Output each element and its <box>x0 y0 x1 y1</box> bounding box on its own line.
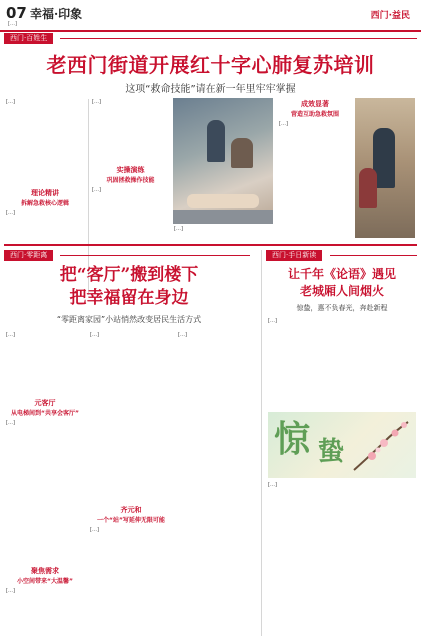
solar-term-block-big: 惊 <box>274 418 311 460</box>
bl-subhead: “零距离家园”小站悄然改变居民生活方式 <box>56 315 202 324</box>
bl-col2-text-2: […] <box>90 527 99 533</box>
top-col3-text: […] <box>279 121 288 127</box>
photo-trainee <box>231 138 253 168</box>
top-photo <box>173 98 273 224</box>
bl-intro-text: […] <box>6 332 15 338</box>
photo-floor <box>173 210 273 224</box>
top-sub1b: 拆解急救核心逻辑 <box>20 200 69 207</box>
top-sub2b: 巩固拯救操作技能 <box>106 177 155 184</box>
bl-headline-1: 把“客厅”搬到楼下 <box>59 265 199 285</box>
masthead-title: 幸福·印象 <box>30 7 83 21</box>
top-col2-text-2: […] <box>92 187 101 193</box>
top-sub3: 成效显著 <box>301 100 329 108</box>
br-subhead: 惊蛰，惠不负春光，奔赴新程 <box>296 304 388 312</box>
bl-col2-text: […] <box>90 332 99 338</box>
top-subhead: 这项“救命技能”请在新一年里牢牢掌握 <box>125 84 296 95</box>
bl-sub3b: 一个“站”写延伸无限可能 <box>97 517 165 524</box>
brand-logo-text: 西门·益民 <box>370 11 410 21</box>
section-divider <box>4 244 417 246</box>
section-tag-right: 西门·手日新读 <box>266 250 322 261</box>
bl-headline-2: 把幸福留在身边 <box>69 288 189 308</box>
bl-col3-text: […] <box>178 332 187 338</box>
photo-mannequin <box>187 194 259 208</box>
blossom-branch-icon <box>350 416 412 474</box>
top-sub1: 理论精讲 <box>31 189 59 197</box>
section-rule-left <box>60 255 250 256</box>
top-headline: 老西门街道开展红十字心肺复苏培训 <box>46 53 375 77</box>
bl-sub2: 聚焦需求 <box>31 567 59 575</box>
top-photo-caption: […] <box>174 226 183 232</box>
bl-sub1b: 从电梯间到“共享会客厅” <box>11 410 79 417</box>
solar-term-block <box>268 412 416 478</box>
bl-col-2 <box>90 332 172 637</box>
bl-col1-text-2: […] <box>6 588 15 594</box>
top-intro-text: […] <box>6 99 15 105</box>
top-photo-right <box>355 98 415 238</box>
bl-sub2b: 小空间带来“大温馨” <box>17 578 73 585</box>
br-text-2: […] <box>268 482 277 488</box>
section-tag-top: 西门·百姓生 <box>4 33 53 44</box>
masthead-meta: […] <box>8 21 17 27</box>
section-rule-top <box>60 38 417 39</box>
section-tag-left: 西门·零距离 <box>4 250 53 261</box>
bl-col-1 <box>6 332 84 637</box>
photo-person-2 <box>359 168 377 208</box>
br-text-1: […] <box>268 318 277 324</box>
top-col1-text: […] <box>6 210 15 216</box>
top-sub3b: 营造互助急救氛围 <box>290 111 339 118</box>
bl-col1-text: […] <box>6 420 15 426</box>
bl-sub3: 齐元和 <box>120 506 142 514</box>
top-col2-text: […] <box>92 99 101 105</box>
masthead-rule <box>0 30 421 32</box>
bl-sub1: 元客厅 <box>34 399 56 407</box>
solar-term-block-small: 蛰 <box>318 437 345 467</box>
section-rule-right <box>330 255 417 256</box>
photo-trainer <box>207 120 225 162</box>
masthead <box>0 0 421 30</box>
br-headline-1: 让千年《论语》遇见 <box>287 267 396 281</box>
brand-logo <box>336 4 410 24</box>
br-headline-2: 老城厢人间烟火 <box>299 284 384 298</box>
top-sub2: 实操演练 <box>116 166 145 174</box>
bottom-col-divider <box>261 250 262 636</box>
page-number: 07 <box>6 4 27 22</box>
bl-col-3 <box>178 332 256 637</box>
